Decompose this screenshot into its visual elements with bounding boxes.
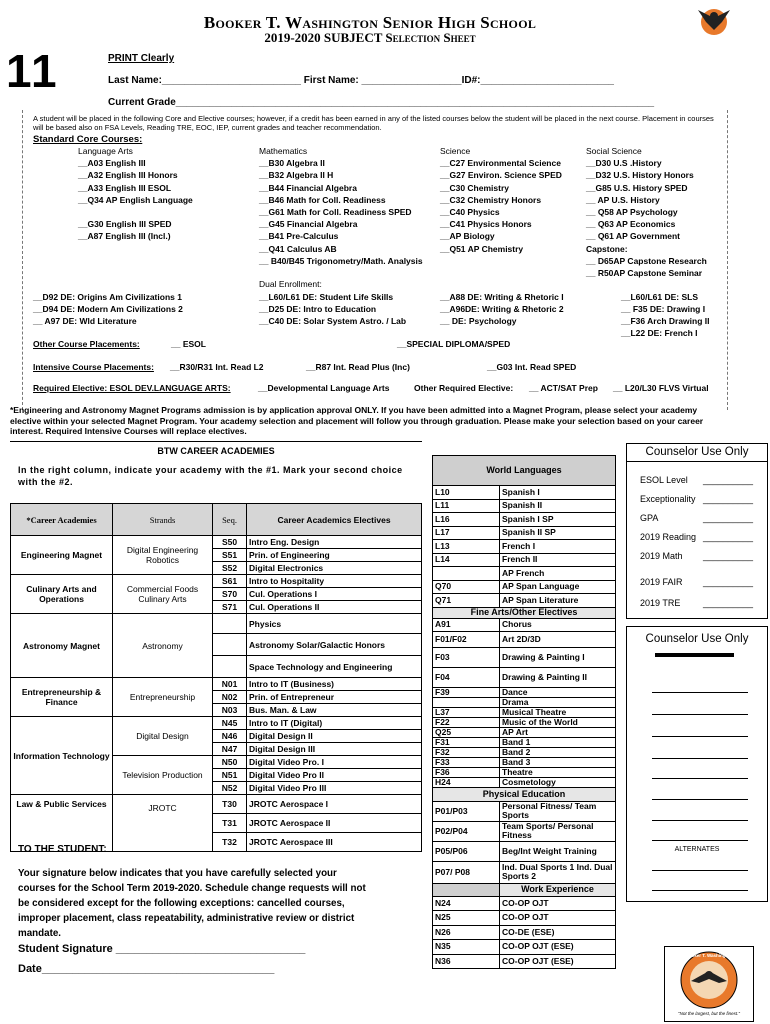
seq-code: N46: [213, 730, 247, 743]
academy-engineering: Engineering Magnet: [11, 536, 113, 575]
course-name: French II: [500, 553, 616, 567]
seq-code: S50: [213, 536, 247, 549]
school-crest-icon: [694, 0, 734, 44]
seq-code: N47: [213, 743, 247, 756]
date-line[interactable]: Date______________________________________: [18, 963, 275, 975]
course-b40[interactable]: __ B40/B45 Trigonometry/Math. Analysis: [259, 255, 423, 266]
exceptionality-field[interactable]: __________: [703, 494, 754, 504]
course-q34[interactable]: __Q34 AP English Language: [78, 194, 193, 205]
school-logo: [664, 946, 754, 1022]
elective-name: Intro to IT (Business): [247, 678, 422, 691]
strand-digital-design: Digital Design: [113, 717, 213, 756]
academy-astronomy: Astronomy Magnet: [11, 614, 113, 678]
course-name: Music of the World: [500, 717, 616, 727]
table-row[interactable]: [433, 631, 616, 647]
career-title: BTW CAREER ACADEMIES: [157, 446, 275, 456]
elective-name: Digital Video Pro. I: [247, 756, 422, 769]
course-code: L11: [433, 499, 500, 513]
student-signature-line[interactable]: Student Signature _______________________________: [18, 943, 306, 955]
table-row[interactable]: [433, 801, 616, 821]
course-code: [433, 567, 500, 581]
choice-line-6[interactable]: [652, 799, 748, 800]
table-row[interactable]: [433, 499, 616, 513]
reading-field[interactable]: __________: [703, 532, 754, 542]
course-code: [433, 697, 500, 707]
course-name: Cosmetology: [500, 777, 616, 787]
course-name: CO-OP OJT (ESE): [500, 940, 616, 955]
course-ap-biology[interactable]: __AP Biology: [440, 231, 495, 242]
elective-name: Astronomy Solar/Galactic Honors: [247, 634, 422, 656]
table-row[interactable]: [433, 667, 616, 687]
seq-code: N50: [213, 756, 247, 769]
course-name: Beg/Int Weight Training: [500, 841, 616, 861]
alternate-line-1[interactable]: [652, 870, 748, 871]
course-name: Drawing & Painting I: [500, 647, 616, 667]
seq-code: N52: [213, 782, 247, 795]
course-f35[interactable]: __ F35 DE: Drawing I: [621, 304, 706, 314]
seq-code: [213, 634, 247, 656]
table-row[interactable]: [433, 757, 616, 767]
course-d65[interactable]: __ D65AP Capstone Research: [586, 255, 707, 266]
counselor-box-2: [626, 626, 768, 902]
tre-label: 2019 TRE: [640, 598, 681, 608]
col-strands: Strands: [113, 504, 213, 536]
counselor-title-1: Counselor Use Only: [645, 446, 749, 458]
elective-name: Digital Design II: [247, 730, 422, 743]
table-row[interactable]: [11, 536, 422, 549]
elective-name: Cul. Operations I: [247, 588, 422, 601]
col-electives: Career Academics Electives: [247, 504, 422, 536]
course-c27[interactable]: __C27 Environmental Science: [440, 158, 561, 169]
course-c41[interactable]: __C41 Physics Honors: [440, 219, 532, 230]
course-d92[interactable]: __D92 DE: Origins Am Civilizations 1: [33, 292, 182, 302]
academy-entrepreneurship: Entrepreneurship & Finance: [11, 678, 113, 717]
course-code: N26: [433, 925, 500, 940]
course-code: F32: [433, 747, 500, 757]
seq-code: [213, 614, 247, 634]
table-row[interactable]: [433, 580, 616, 594]
course-code: F04: [433, 667, 500, 687]
strand-astronomy: Astronomy: [113, 614, 213, 678]
course-code: F01/F02: [433, 631, 500, 647]
course-g30[interactable]: __G30 English III SPED: [78, 219, 172, 230]
course-g27[interactable]: __G27 Environ. Science SPED: [440, 170, 562, 181]
course-code: N36: [433, 954, 500, 969]
course-q61[interactable]: __ Q61 AP Government: [586, 231, 681, 242]
table-row[interactable]: [433, 553, 616, 567]
student-statement: Your signature below indicates that you have carefully selected your courses for the School Term 2019-2020. Schedule change requests will not be considered except for the following exceptions: cancelled courses, improper placement, class repeatability, administrative review or district mandate.: [18, 868, 366, 939]
choice-line-7[interactable]: [652, 820, 748, 821]
course-name: AP Art: [500, 727, 616, 737]
seq-code: T31: [213, 814, 247, 833]
table-row[interactable]: [11, 717, 422, 730]
career-instruction: In the right column, indicate your academy with the #1. Mark your second choice with the #2.: [18, 465, 403, 487]
elective-name: Digital Video Pro II: [247, 769, 422, 782]
seq-code: T30: [213, 795, 247, 814]
course-a32[interactable]: __A32 English III Honors: [78, 170, 178, 181]
course-q58[interactable]: __ Q58 AP Psychology: [586, 207, 678, 218]
course-name: Theatre: [500, 767, 616, 777]
course-code: Q25: [433, 727, 500, 737]
course-g61[interactable]: __G61 Math for Coll. Readiness SPED: [259, 207, 412, 218]
course-q51[interactable]: __Q51 AP Chemistry: [440, 243, 524, 254]
counselor-title-2: Counselor Use Only: [645, 633, 749, 645]
table-row[interactable]: [433, 940, 616, 955]
course-b46[interactable]: __B46 Math for Coll. Readiness: [259, 194, 386, 205]
course-a96[interactable]: __A96DE: Writing & Rhetoric 2: [440, 304, 564, 314]
current-grade-line[interactable]: Current Grade______________________________________________________________________________________: [108, 97, 655, 108]
math-label: 2019 Math: [640, 551, 683, 561]
course-a97[interactable]: __ A97 DE: Wld Literature: [33, 316, 137, 326]
table-row[interactable]: [433, 567, 616, 581]
course-name: AP Span Language: [500, 580, 616, 594]
table-row[interactable]: [433, 896, 616, 911]
elective-name: Cul. Operations II: [247, 601, 422, 614]
fine-arts-header: Fine Arts/Other Electives: [433, 607, 616, 618]
course-b41[interactable]: __B41 Pre-Calculus: [259, 231, 339, 242]
table-row[interactable]: [433, 727, 616, 737]
name-line[interactable]: Last Name:_________________________ First Name: __________________ID#:________________________: [108, 75, 614, 86]
elective-name: Intro to IT (Digital): [247, 717, 422, 730]
course-code: P07/ P08: [433, 861, 500, 883]
mathematics-title: Mathematics: [259, 146, 308, 156]
social-science-column: [586, 145, 707, 279]
course-c40-de[interactable]: __C40 DE: Solar System Astro. / Lab: [259, 316, 407, 326]
course-code: Q70: [433, 580, 500, 594]
magnet-note: *Engineering and Astronomy Magnet Programs admission is by application approval ONLY. If you have been admitted into a Magnet Program, please select your academy elective within your selected Magnet Program. Your academy selection and placement will follow you through graduation. Please make your selection based on your career interest. Required Intensive Courses will replace electives.: [10, 405, 704, 436]
course-b30[interactable]: __B30 Algebra II: [259, 158, 325, 169]
course-name: Dance: [500, 687, 616, 697]
table-row[interactable]: [433, 911, 616, 926]
table-row[interactable]: [433, 526, 616, 540]
course-b32[interactable]: __B32 Algebra II H: [259, 170, 334, 181]
course-code: L16: [433, 513, 500, 527]
table-row[interactable]: [433, 777, 616, 787]
dual-col1: [33, 291, 183, 327]
course-q63[interactable]: __ Q63 AP Economics: [586, 219, 676, 230]
language-arts-title: Language Arts: [78, 146, 133, 156]
course-name: Team Sports/ Personal Fitness: [500, 821, 616, 841]
dual-col2: [259, 291, 406, 327]
other-esol[interactable]: __ ESOL: [171, 339, 206, 349]
course-d30[interactable]: __D30 U.S .History: [586, 158, 662, 169]
course-code: L37: [433, 707, 500, 717]
gpa-label: GPA: [640, 513, 659, 523]
seq-code: S61: [213, 575, 247, 588]
logo-motto: "Not the largest, but the finest.": [678, 1011, 740, 1016]
dual-col3: [440, 291, 564, 327]
table-row[interactable]: [433, 717, 616, 727]
course-name: Personal Fitness/ Team Sports: [500, 801, 616, 821]
intensive-r30[interactable]: __R30/R31 Int. Read L2: [170, 362, 264, 372]
elective-name: Space Technology and Engineering: [247, 656, 422, 678]
col-seq: Seq.: [213, 504, 247, 536]
seq-code: N03: [213, 704, 247, 717]
table-row[interactable]: [433, 540, 616, 554]
seq-code: S51: [213, 549, 247, 562]
logo-text: Booker T. Washington: [685, 953, 733, 958]
seq-code: S70: [213, 588, 247, 601]
dual-enrollment-title: Dual Enrollment:: [259, 279, 322, 289]
seq-code: N51: [213, 769, 247, 782]
choice-line-3[interactable]: [652, 736, 748, 737]
work-experience-spacer: [433, 883, 500, 896]
choice-line-5[interactable]: [652, 778, 748, 779]
sheet-subtitle: 2019-2020 SUBJECT Selection Sheet: [264, 30, 476, 45]
elective-name: Prin. of Engineering: [247, 549, 422, 562]
science-column: [440, 145, 562, 255]
course-code: P01/P03: [433, 801, 500, 821]
course-d32[interactable]: __D32 U.S. History Honors: [586, 170, 694, 181]
course-code: N35: [433, 940, 500, 955]
dual-col4: [621, 291, 710, 339]
social-science-title: Social Science: [586, 146, 642, 156]
academy-infotech: Information Technology: [11, 717, 113, 795]
strand-jrotc: JROTC: [113, 795, 213, 852]
other-placements-label: Other Course Placements:: [33, 339, 140, 349]
course-name: Art 2D/3D: [500, 631, 616, 647]
course-code: F36: [433, 767, 500, 777]
course-code: F39: [433, 687, 500, 697]
intensive-g03[interactable]: __G03 Int. Read SPED: [487, 362, 577, 372]
table-row[interactable]: [433, 925, 616, 940]
course-name: Spanish II: [500, 499, 616, 513]
course-code: L10: [433, 486, 500, 500]
course-name: Band 1: [500, 737, 616, 747]
table-row[interactable]: [433, 594, 616, 608]
table-row[interactable]: [433, 861, 616, 883]
table-row[interactable]: [433, 954, 616, 969]
table-row[interactable]: [433, 707, 616, 717]
course-code: L17: [433, 526, 500, 540]
table-row[interactable]: [433, 841, 616, 861]
course-code: L13: [433, 540, 500, 554]
elective-name: JROTC Aerospace III: [247, 833, 422, 852]
physical-education-header: Physical Education: [433, 787, 616, 801]
table-row[interactable]: [433, 647, 616, 667]
table-row[interactable]: [11, 678, 422, 691]
required-flvs[interactable]: __ L20/L30 FLVS Virtual: [613, 383, 709, 393]
elective-name: JROTC Aerospace II: [247, 814, 422, 833]
intensive-r87[interactable]: __R87 Int. Read Plus (Inc): [306, 362, 410, 372]
course-name: Drama: [500, 697, 616, 707]
course-name: CO-DE (ESE): [500, 925, 616, 940]
seq-code: [213, 656, 247, 678]
required-dev-la[interactable]: __Developmental Language Arts: [258, 383, 390, 393]
career-academies-table: [10, 503, 422, 852]
print-clearly: PRINT Clearly: [108, 53, 175, 64]
placement-notice: A student will be placed in the following Core and Elective courses; however, if a credit has been earned in any of the listed courses below the student will be placed in the next course. Placement in courses will be based also on FSA Levels, Reading TRE, EOC, IEP, current grades and teacher recommendation.: [33, 114, 714, 132]
course-code: F33: [433, 757, 500, 767]
seq-code: T32: [213, 833, 247, 852]
strand-engineering: Digital Engineering Robotics: [113, 536, 213, 575]
table-row[interactable]: [11, 795, 422, 814]
capstone-label: Capstone:: [586, 243, 628, 254]
course-name: Spanish II SP: [500, 526, 616, 540]
table-row[interactable]: [433, 697, 616, 707]
esol-level-field[interactable]: __________: [703, 475, 754, 485]
course-de-psychology[interactable]: __ DE: Psychology: [440, 316, 517, 326]
elective-courses-table: [432, 455, 616, 969]
elective-name: Bus. Man. & Law: [247, 704, 422, 717]
work-experience-header: Work Experience: [500, 883, 616, 896]
table-row[interactable]: [433, 687, 616, 697]
course-code: H24: [433, 777, 500, 787]
esol-level-label: ESOL Level: [640, 475, 688, 485]
intensive-label: Intensive Course Placements:: [33, 362, 154, 372]
counselor-divider: [655, 653, 734, 657]
course-name: Band 2: [500, 747, 616, 757]
course-name: CO-OP OJT (ESE): [500, 954, 616, 969]
course-name: Spanish I: [500, 486, 616, 500]
course-l60-de-sls[interactable]: __L60/L61 DE: SLS: [621, 292, 699, 302]
other-required-label: Other Required Elective:: [414, 383, 514, 393]
gpa-field[interactable]: __________: [703, 513, 754, 523]
course-g45[interactable]: __G45 Financial Algebra: [259, 219, 358, 230]
course-name: AP French: [500, 567, 616, 581]
grade-number: 11: [6, 45, 59, 97]
course-c30[interactable]: __C30 Chemistry: [440, 182, 509, 193]
col-academies: *Career Academies: [11, 504, 113, 536]
course-l22[interactable]: __L22 DE: French I: [621, 328, 698, 338]
strand-entrepreneurship: Entrepreneurship: [113, 678, 213, 717]
choice-line-1[interactable]: [652, 692, 748, 693]
science-title: Science: [440, 146, 471, 156]
table-row[interactable]: [433, 513, 616, 527]
tre-field[interactable]: __________: [703, 598, 754, 608]
elective-name: JROTC Aerospace I: [247, 795, 422, 814]
course-name: Band 3: [500, 757, 616, 767]
course-code: A91: [433, 618, 500, 631]
course-name: Ind. Dual Sports 1 Ind. Dual Sports 2: [500, 861, 616, 883]
fair-label: 2019 FAIR: [640, 577, 683, 587]
course-code: N24: [433, 896, 500, 911]
choice-line-2[interactable]: [652, 714, 748, 715]
table-row[interactable]: [433, 767, 616, 777]
seq-code: N45: [213, 717, 247, 730]
elective-name: Digital Electronics: [247, 562, 422, 575]
course-code: F22: [433, 717, 500, 727]
course-name: Chorus: [500, 618, 616, 631]
table-row[interactable]: [11, 575, 422, 588]
course-d94[interactable]: __D94 DE: Modern Am Civilizations 2: [33, 304, 183, 314]
alternate-line-2[interactable]: [652, 890, 748, 891]
course-b44[interactable]: __B44 Financial Algebra: [259, 182, 357, 193]
course-code: F03: [433, 647, 500, 667]
counselor-box-1: [626, 443, 768, 619]
course-code: F31: [433, 737, 500, 747]
exceptionality-label: Exceptionality: [640, 494, 696, 504]
course-name: French I: [500, 540, 616, 554]
table-row[interactable]: [433, 747, 616, 757]
elective-name: Intro to Hospitality: [247, 575, 422, 588]
course-name: CO-OP OJT: [500, 896, 616, 911]
table-row[interactable]: [433, 618, 616, 631]
other-sped[interactable]: __SPECIAL DIPLOMA/SPED: [397, 339, 511, 349]
course-name: CO-OP OJT: [500, 911, 616, 926]
course-d25[interactable]: __D25 DE: Intro to Education: [259, 304, 377, 314]
elective-name: Physics: [247, 614, 422, 634]
mathematics-column: [259, 145, 423, 267]
seq-code: N02: [213, 691, 247, 704]
required-elective-label: Required Elective: ESOL DEV.LANGUAGE ARTS:: [33, 383, 231, 393]
course-code: P05/P06: [433, 841, 500, 861]
course-c40[interactable]: __C40 Physics: [440, 207, 500, 218]
alternates-label: ALTERNATES: [674, 846, 720, 853]
course-c32[interactable]: __C32 Chemistry Honors: [440, 194, 542, 205]
elective-name: Intro Eng. Design: [247, 536, 422, 549]
course-ap-us-history[interactable]: __ AP U.S. History: [586, 194, 660, 205]
elective-name: Prin. of Entrepreneur: [247, 691, 422, 704]
course-q41[interactable]: __Q41 Calculus AB: [259, 243, 337, 254]
elective-name: Digital Video Pro III: [247, 782, 422, 795]
elective-name: Digital Design III: [247, 743, 422, 756]
strand-television: Television Production: [113, 756, 213, 795]
core-heading: Standard Core Courses:: [33, 134, 143, 145]
course-name: Musical Theatre: [500, 707, 616, 717]
course-g85[interactable]: __G85 U.S. History SPED: [586, 182, 688, 193]
table-row[interactable]: [11, 614, 422, 634]
course-code: Q71: [433, 594, 500, 608]
seq-code: S52: [213, 562, 247, 575]
course-a88[interactable]: __A88 DE: Writing & Rhetoric I: [440, 292, 564, 302]
course-f36[interactable]: __F36 Arch Drawing II: [621, 316, 710, 326]
academy-law: Law & Public Services: [11, 795, 113, 852]
seq-code: S71: [213, 601, 247, 614]
academy-culinary: Culinary Arts and Operations: [11, 575, 113, 614]
seq-code: N01: [213, 678, 247, 691]
fair-field[interactable]: __________: [703, 577, 754, 587]
table-row[interactable]: [433, 737, 616, 747]
table-row[interactable]: [433, 486, 616, 500]
to-student-heading: TO THE STUDENT:: [18, 844, 107, 855]
course-name: Drawing & Painting II: [500, 667, 616, 687]
course-name: AP Span Literature: [500, 594, 616, 608]
course-code: N25: [433, 911, 500, 926]
strand-culinary: Commercial Foods Culinary Arts: [113, 575, 213, 614]
reading-label: 2019 Reading: [640, 532, 697, 542]
choice-line-4[interactable]: [652, 758, 748, 759]
course-r50[interactable]: __ R50AP Capstone Seminar: [586, 268, 703, 279]
required-act-sat[interactable]: __ ACT/SAT Prep: [529, 383, 598, 393]
course-name: Spanish I SP: [500, 513, 616, 527]
course-a33[interactable]: __A33 English III ESOL: [78, 182, 172, 193]
choice-line-8[interactable]: [652, 840, 748, 841]
course-a03[interactable]: __A03 English III: [78, 158, 146, 169]
language-arts-column: [78, 145, 193, 242]
eagle-emblem-icon: [665, 949, 753, 1011]
table-row[interactable]: [433, 821, 616, 841]
course-a87[interactable]: __A87 English III (Incl.): [78, 231, 171, 242]
world-languages-header: World Languages: [433, 456, 616, 486]
course-code: P02/P04: [433, 821, 500, 841]
course-l60-sls[interactable]: __L60/L61 DE: Student Life Skills: [259, 292, 394, 302]
math-field[interactable]: __________: [703, 551, 754, 561]
school-title: Booker T. Washington Senior High School: [203, 13, 537, 32]
course-code: L14: [433, 553, 500, 567]
